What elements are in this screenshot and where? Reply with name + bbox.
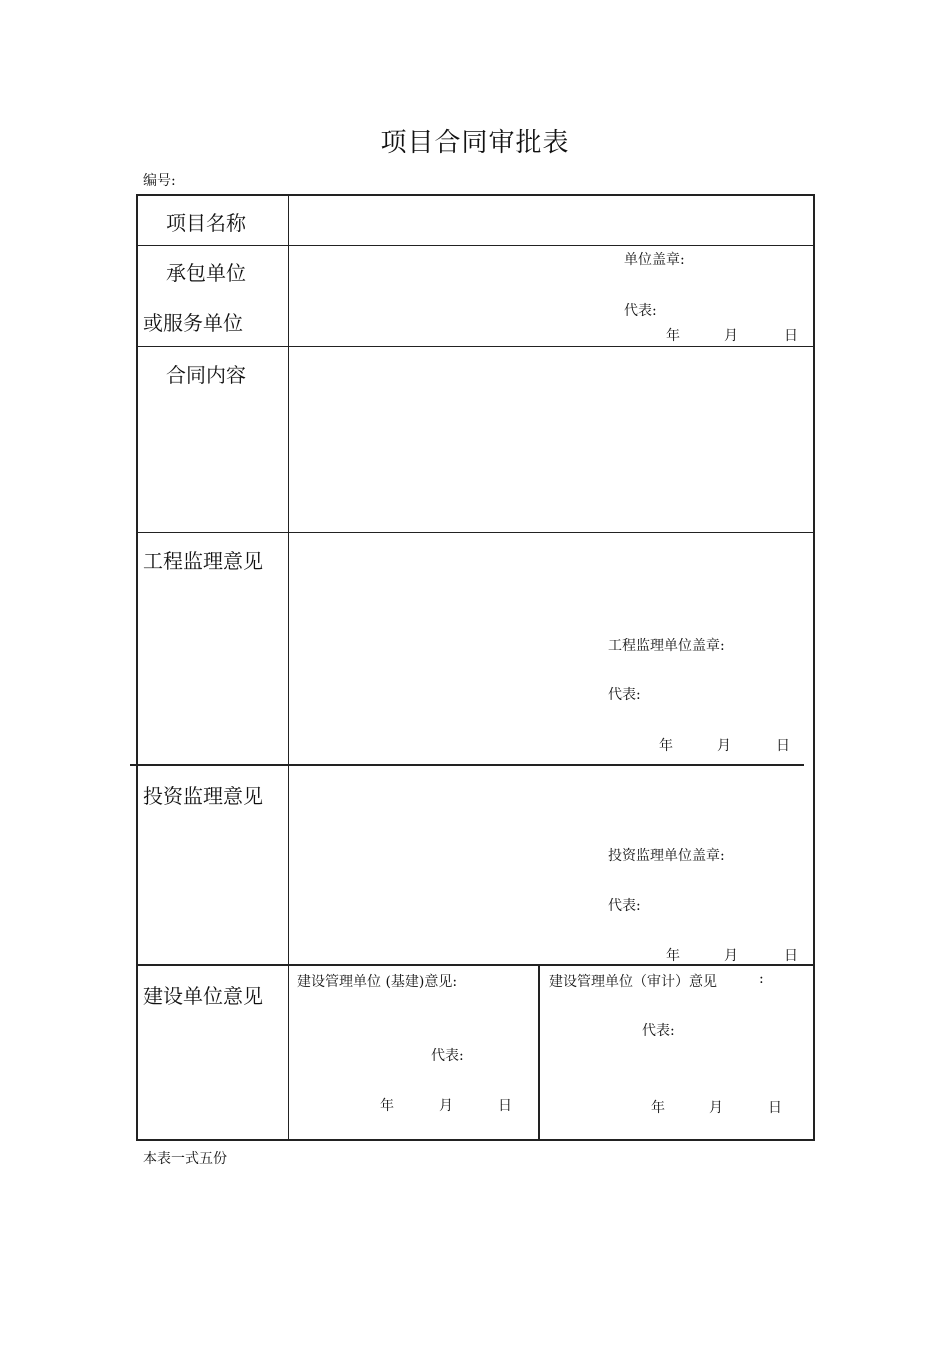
owner-opinion-audit-day-label: 日	[768, 1100, 782, 1116]
row-divider	[136, 964, 815, 966]
contractor-day-label: 日	[784, 328, 798, 344]
project-name-field[interactable]	[290, 196, 812, 244]
engineering-supervision-month-label: 月	[717, 738, 731, 754]
owner-opinion-audit-month-label: 月	[709, 1100, 723, 1116]
owner-opinion-split	[538, 964, 540, 1141]
owner-opinion-label: 建设单位意见	[143, 984, 263, 1008]
investment-supervision-year-label: 年	[666, 948, 680, 964]
contractor-label-line1: 承包单位	[166, 261, 246, 285]
engineering-supervision-day-label: 日	[776, 738, 790, 754]
owner-opinion-audit-year-label: 年	[651, 1100, 665, 1116]
owner-opinion-construction-representative-label: 代表:	[431, 1048, 464, 1064]
contractor-representative-label: 代表:	[624, 303, 657, 319]
row-divider	[130, 764, 804, 766]
serial-number-label: 编号:	[143, 173, 176, 189]
owner-opinion-audit-heading: 建设管理单位（审计）意见	[549, 974, 717, 990]
owner-opinion-construction-year-label: 年	[380, 1098, 394, 1114]
investment-supervision-stamp-label: 投资监理单位盖章:	[608, 848, 725, 864]
footer-note: 本表一式五份	[143, 1151, 227, 1167]
investment-supervision-representative-label: 代表:	[608, 898, 641, 914]
contractor-stamp-label: 单位盖章:	[624, 252, 685, 268]
engineering-supervision-stamp-label: 工程监理单位盖章:	[608, 638, 725, 654]
contract-content-field[interactable]	[290, 348, 812, 531]
owner-opinion-construction-heading: 建设管理单位 (基建)意见:	[297, 974, 458, 990]
investment-supervision-month-label: 月	[724, 948, 738, 964]
investment-supervision-day-label: 日	[784, 948, 798, 964]
label-column-divider	[288, 194, 289, 1141]
row-divider	[136, 532, 815, 533]
investment-supervision-label: 投资监理意见	[143, 784, 263, 808]
row-divider	[136, 346, 815, 347]
owner-opinion-audit-colon: :	[759, 971, 764, 987]
contract-content-label: 合同内容	[166, 363, 246, 387]
engineering-supervision-representative-label: 代表:	[608, 687, 641, 703]
contractor-month-label: 月	[724, 328, 738, 344]
table-border-left	[136, 194, 138, 1141]
engineering-supervision-label: 工程监理意见	[143, 549, 263, 573]
row-divider	[136, 245, 815, 246]
table-border-right	[813, 194, 815, 1141]
form-title: 项目合同审批表	[380, 128, 570, 158]
owner-opinion-construction-day-label: 日	[498, 1098, 512, 1114]
engineering-supervision-year-label: 年	[659, 738, 673, 754]
project-name-label: 项目名称	[166, 211, 246, 235]
owner-opinion-construction-month-label: 月	[439, 1098, 453, 1114]
table-border-bottom	[136, 1139, 815, 1141]
owner-opinion-audit-representative-label: 代表:	[642, 1023, 675, 1039]
contractor-year-label: 年	[666, 328, 680, 344]
contractor-label-line2: 或服务单位	[143, 311, 243, 335]
